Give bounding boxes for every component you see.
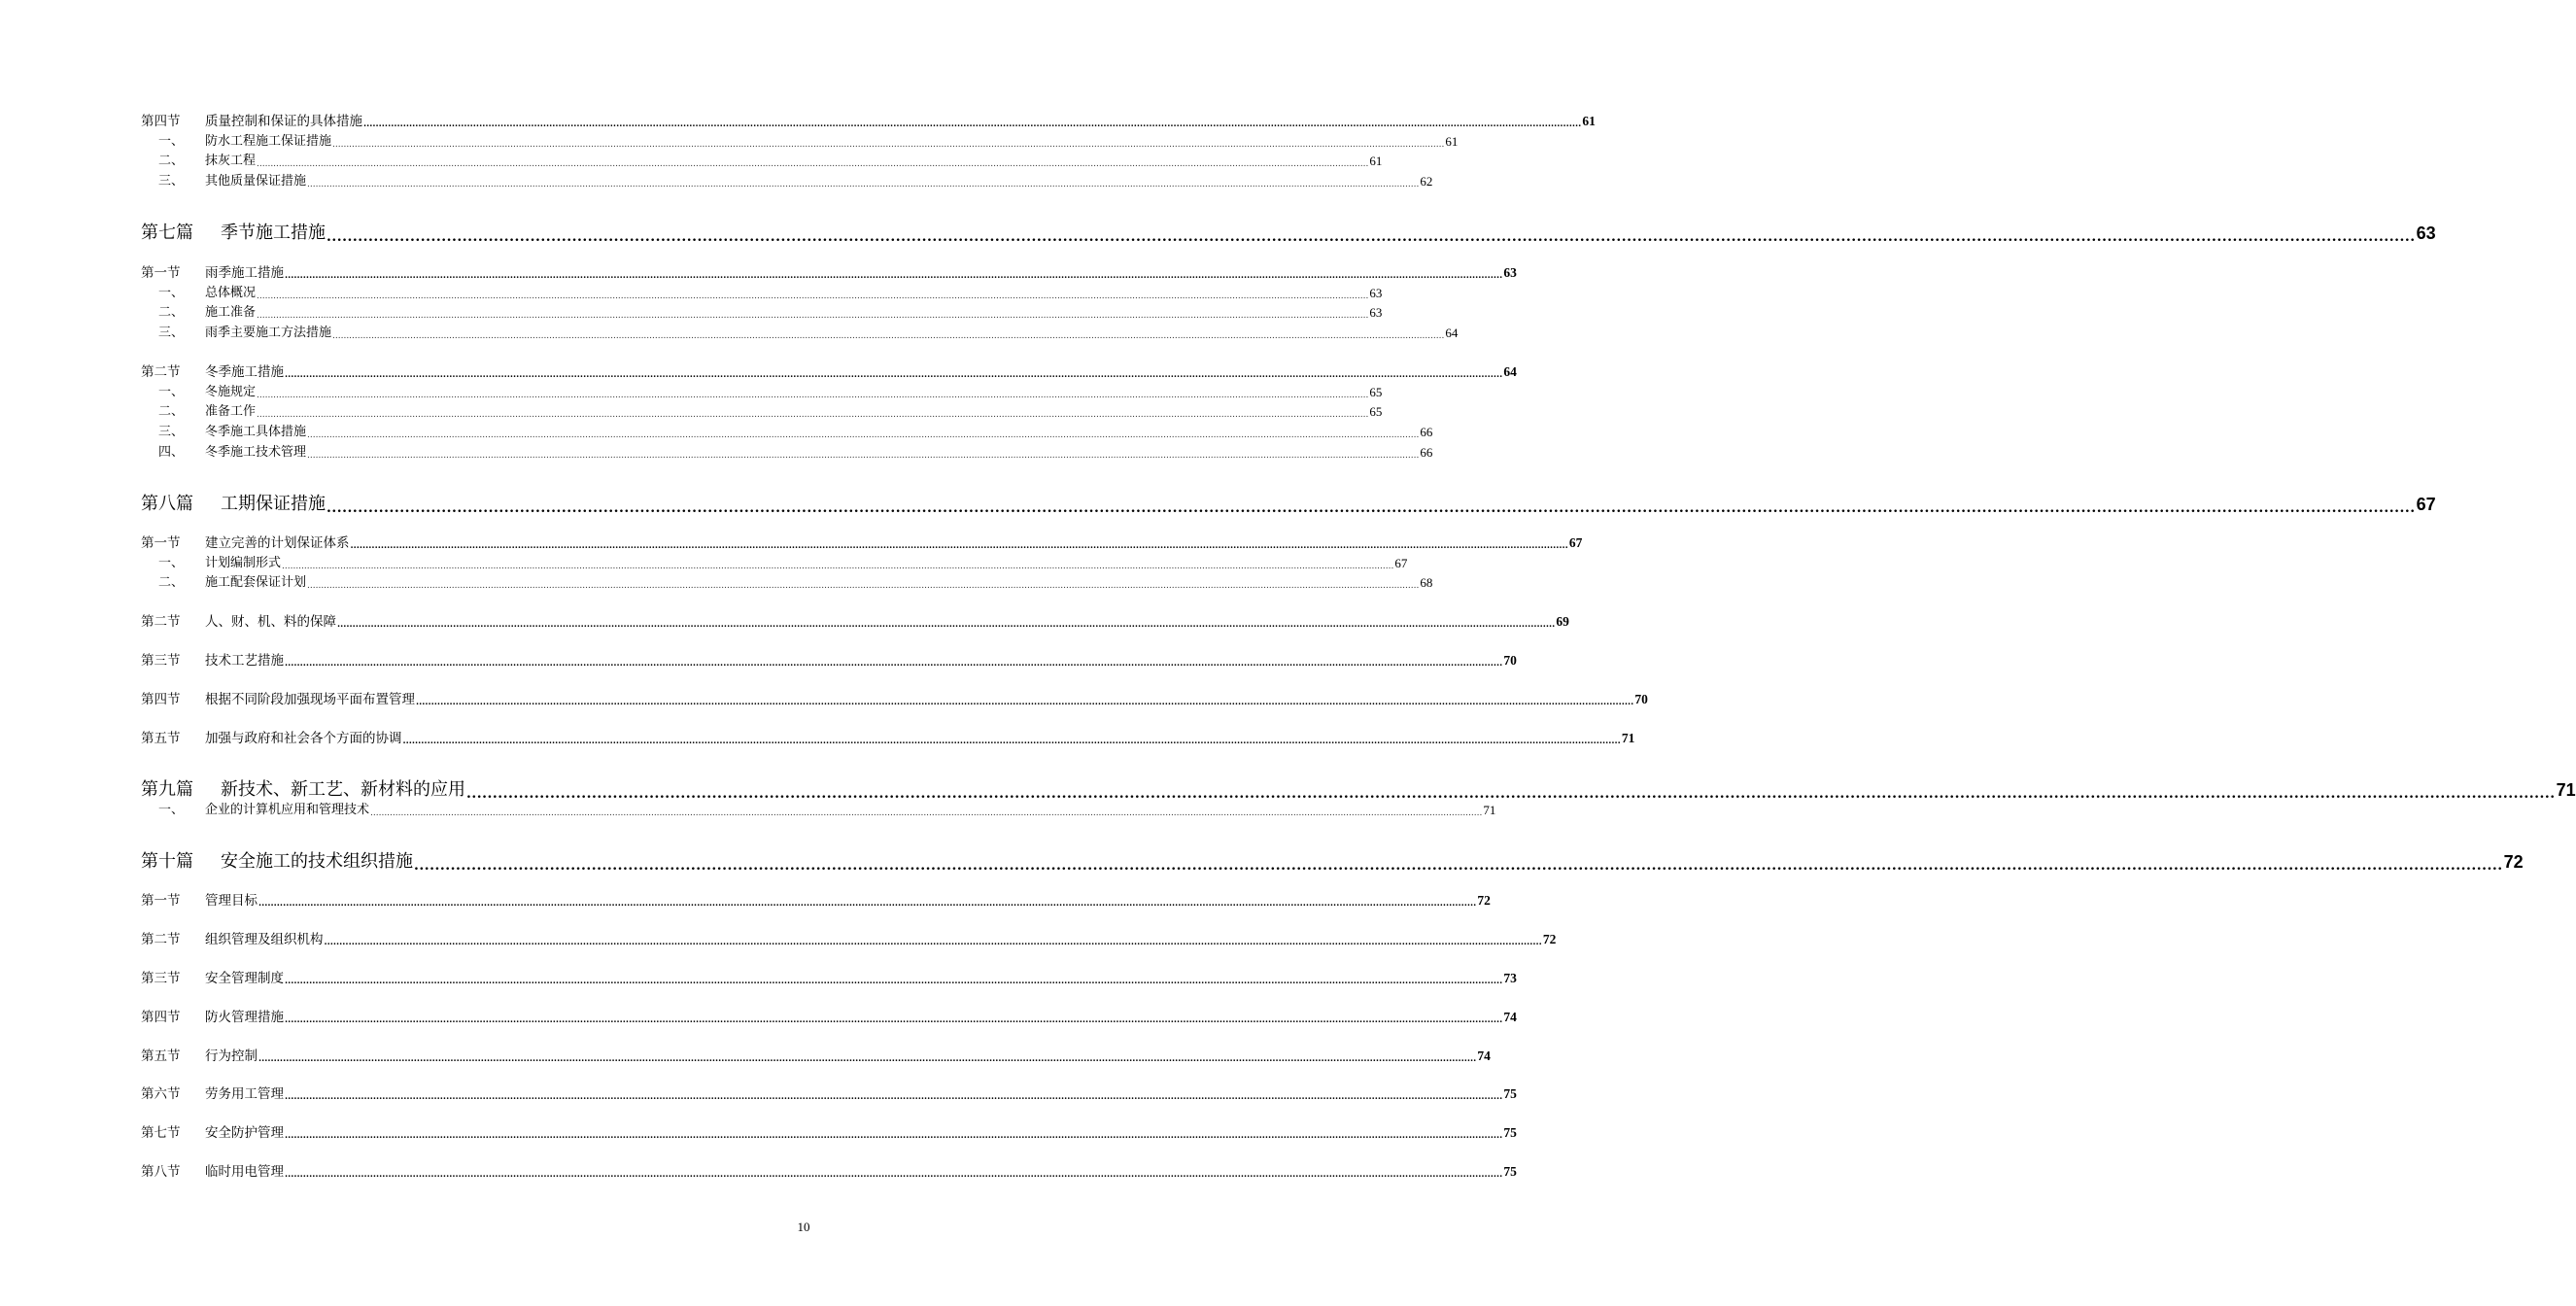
dot-leader: ................................................................................................................................................................................................................................................................................................................................................................................................................ <box>466 786 2556 802</box>
toc-entry-page: 66 <box>1420 425 1433 439</box>
dot-leader: ................................................................................................................................................................................................................................................................................................................................................................................................................ <box>416 698 1634 707</box>
toc-entry-title: 季节施工措施 <box>221 223 326 243</box>
toc-entry-page: 64 <box>1445 326 1459 340</box>
dot-leader: ................................................................................................................................................................................................................................................................................................................................................................................................................ <box>307 581 1420 591</box>
toc-entry-label: 第七篇 <box>141 223 193 243</box>
toc-entry-page: 64 <box>1503 364 1517 379</box>
dot-leader: ................................................................................................................................................................................................................................................................................................................................................................................................................ <box>326 229 2416 245</box>
toc-entry[interactable] <box>141 443 1433 463</box>
dot-leader: ................................................................................................................................................................................................................................................................................................................................................................................................................ <box>414 858 2503 874</box>
toc-entry-title: 总体概况 <box>205 286 257 300</box>
toc-entry-page: 70 <box>1503 653 1517 668</box>
toc-entry-page: 66 <box>1420 445 1433 460</box>
toc-entry[interactable] <box>141 1084 1517 1104</box>
toc-entry-title: 计划编制形式 <box>205 556 282 570</box>
toc-entry[interactable] <box>141 801 1496 820</box>
toc-entry-label: 一、 <box>158 286 185 300</box>
toc-entry-label: 第二节 <box>141 932 181 947</box>
dot-leader: ................................................................................................................................................................................................................................................................................................................................................................................................................ <box>307 180 1420 189</box>
dot-leader: ................................................................................................................................................................................................................................................................................................................................................................................................................ <box>332 140 1445 150</box>
dot-leader: ................................................................................................................................................................................................................................................................................................................................................................................................................ <box>257 410 1369 420</box>
toc-entry[interactable] <box>141 152 1383 171</box>
dot-leader: ................................................................................................................................................................................................................................................................................................................................................................................................................ <box>370 808 1483 818</box>
dot-leader: ................................................................................................................................................................................................................................................................................................................................................................................................................ <box>363 120 1582 129</box>
toc-entry[interactable] <box>141 849 2524 875</box>
toc-entry-title: 临时用电管理 <box>205 1164 284 1180</box>
toc-entry[interactable] <box>141 651 1517 670</box>
dot-leader: ................................................................................................................................................................................................................................................................................................................................................................................................................ <box>402 737 1621 746</box>
toc-entry[interactable] <box>141 690 1648 709</box>
toc-entry-title: 冬施规定 <box>205 385 257 399</box>
toc-entry-label: 第一节 <box>141 265 181 281</box>
dot-leader: ................................................................................................................................................................................................................................................................................................................................................................................................................ <box>324 938 1542 947</box>
toc-entry-label: 第四节 <box>141 692 181 707</box>
toc-entry-label: 二、 <box>158 154 185 168</box>
toc-entry-page: 72 <box>2503 852 2524 872</box>
toc-entry-label: 第八篇 <box>141 494 193 514</box>
dot-leader: ................................................................................................................................................................................................................................................................................................................................................................................................................ <box>337 620 1556 630</box>
toc-entry[interactable] <box>141 554 1408 573</box>
toc-entry-title: 建立完善的计划保证体系 <box>205 535 350 551</box>
toc-entry-label: 第七节 <box>141 1125 181 1141</box>
dot-leader: ................................................................................................................................................................................................................................................................................................................................................................................................................ <box>307 430 1420 440</box>
dot-leader: ................................................................................................................................................................................................................................................................................................................................................................................................................ <box>285 370 1503 380</box>
toc-entry[interactable] <box>141 284 1383 303</box>
toc-entry-page: 67 <box>2416 495 2436 514</box>
toc-entry[interactable] <box>141 1123 1517 1143</box>
dot-leader: ................................................................................................................................................................................................................................................................................................................................................................................................................ <box>258 1054 1477 1064</box>
toc-entry-title: 组织管理及组织机构 <box>205 932 324 947</box>
toc-entry-label: 一、 <box>158 134 185 149</box>
dot-leader: ................................................................................................................................................................................................................................................................................................................................................................................................................ <box>257 292 1369 301</box>
toc-entry-page: 62 <box>1420 174 1433 189</box>
dot-leader: ................................................................................................................................................................................................................................................................................................................................................................................................................ <box>285 1170 1503 1180</box>
toc-entry-title: 防火管理措施 <box>205 1010 284 1025</box>
dot-leader: ................................................................................................................................................................................................................................................................................................................................................................................................................ <box>285 659 1503 669</box>
toc-entry[interactable] <box>141 1162 1517 1182</box>
toc-entry-title: 施工配套保证计划 <box>205 575 307 590</box>
toc-entry-title: 新技术、新工艺、新材料的应用 <box>221 779 465 800</box>
toc-entry-page: 63 <box>1503 265 1517 280</box>
toc-entry-label: 三、 <box>158 425 185 439</box>
toc-entry-page: 71 <box>1621 731 1635 745</box>
toc-entry[interactable] <box>141 573 1433 593</box>
toc-entry-label: 第三节 <box>141 971 181 986</box>
toc-entry-title: 根据不同阶段加强现场平面布置管理 <box>205 692 415 707</box>
dot-leader: ................................................................................................................................................................................................................................................................................................................................................................................................................ <box>285 977 1503 986</box>
dot-leader: ................................................................................................................................................................................................................................................................................................................................................................................................................ <box>285 1015 1503 1025</box>
toc-entry-page: 71 <box>2556 780 2576 800</box>
toc-entry[interactable] <box>141 263 1517 283</box>
toc-entry[interactable] <box>141 891 1491 911</box>
dot-leader: ................................................................................................................................................................................................................................................................................................................................................................................................................ <box>257 311 1369 321</box>
dot-leader: ................................................................................................................................................................................................................................................................................................................................................................................................................ <box>326 500 2416 516</box>
toc-entry-page: 61 <box>1582 114 1596 128</box>
dot-leader: ................................................................................................................................................................................................................................................................................................................................................................................................................ <box>257 391 1369 400</box>
toc-entry-title: 管理目标 <box>205 893 258 909</box>
toc-entry-title: 冬季施工技术管理 <box>205 445 307 460</box>
toc-entry[interactable] <box>141 612 1569 632</box>
toc-entry[interactable] <box>141 324 1459 343</box>
toc-entry-page: 73 <box>1503 971 1517 985</box>
toc-entry[interactable] <box>141 969 1517 988</box>
toc-entry-title: 防水工程施工保证措施 <box>205 134 332 149</box>
toc-entry-label: 第三节 <box>141 653 181 669</box>
toc-entry-label: 四、 <box>158 445 185 460</box>
toc-entry[interactable] <box>141 402 1383 422</box>
toc-entry-label: 二、 <box>158 305 185 320</box>
toc-entry-page: 67 <box>1568 535 1583 550</box>
toc-entry-title: 安全防护管理 <box>205 1125 284 1141</box>
toc-entry[interactable] <box>141 533 1583 553</box>
toc-entry-label: 第九篇 <box>141 779 193 800</box>
toc-entry-page: 70 <box>1634 692 1648 706</box>
toc-entry[interactable] <box>141 303 1383 323</box>
toc-entry-label: 三、 <box>158 326 185 340</box>
toc-entry-label: 第四节 <box>141 114 181 129</box>
toc-entry-label: 一、 <box>158 385 185 399</box>
dot-leader: ................................................................................................................................................................................................................................................................................................................................................................................................................ <box>258 899 1477 909</box>
toc-entry-label: 第二节 <box>141 364 181 380</box>
toc-entry-page: 65 <box>1369 404 1383 419</box>
dot-leader: ................................................................................................................................................................................................................................................................................................................................................................................................................ <box>307 451 1420 461</box>
toc-entry-page: 74 <box>1503 1010 1517 1024</box>
dot-leader: ................................................................................................................................................................................................................................................................................................................................................................................................................ <box>350 541 1568 551</box>
dot-leader: ................................................................................................................................................................................................................................................................................................................................................................................................................ <box>285 1092 1503 1102</box>
toc-entry-page: 75 <box>1503 1086 1517 1101</box>
toc-entry-title: 劳务用工管理 <box>205 1086 284 1102</box>
toc-entry-title: 工期保证措施 <box>221 494 326 514</box>
toc-entry[interactable] <box>141 1047 1491 1066</box>
toc-entry-title: 冬季施工具体措施 <box>205 425 307 439</box>
toc-entry-page: 75 <box>1503 1164 1517 1179</box>
toc-entry-label: 三、 <box>158 174 185 189</box>
toc-entry-page: 72 <box>1477 893 1491 908</box>
toc-entry-title: 雨季施工措施 <box>205 265 284 281</box>
toc-entry-label: 第二节 <box>141 614 181 630</box>
toc-entry-label: 一、 <box>158 803 185 817</box>
toc-entry-label: 一、 <box>158 556 185 570</box>
toc-entry-label: 第八节 <box>141 1164 181 1180</box>
dot-leader: ................................................................................................................................................................................................................................................................................................................................................................................................................ <box>282 562 1394 571</box>
toc-entry-title: 施工准备 <box>205 305 257 320</box>
toc-entry-label: 第六节 <box>141 1086 181 1102</box>
toc-entry-title: 抹灰工程 <box>205 154 257 168</box>
toc-entry[interactable] <box>141 112 1596 131</box>
dot-leader: ................................................................................................................................................................................................................................................................................................................................................................................................................ <box>285 1131 1503 1141</box>
toc-entry[interactable] <box>141 1008 1517 1027</box>
toc-entry-page: 72 <box>1542 932 1557 946</box>
toc-entry-title: 加强与政府和社会各个方面的协调 <box>205 731 402 746</box>
toc-entry-label: 第一节 <box>141 893 181 909</box>
toc-entry-page: 61 <box>1445 134 1459 149</box>
toc-entry-label: 第五节 <box>141 1048 181 1064</box>
toc-entry-page: 65 <box>1369 385 1383 399</box>
toc-entry-label: 二、 <box>158 575 185 590</box>
toc-entry-page: 69 <box>1556 614 1569 629</box>
toc-entry-page: 68 <box>1420 575 1433 590</box>
toc-entry-page: 61 <box>1369 154 1383 168</box>
toc-entry-title: 安全管理制度 <box>205 971 284 986</box>
toc-entry-title: 其他质量保证措施 <box>205 174 307 189</box>
toc-entry-label: 第四节 <box>141 1010 181 1025</box>
toc-entry-page: 67 <box>1394 556 1408 570</box>
toc-entry[interactable] <box>141 729 1635 748</box>
toc-entry[interactable] <box>141 492 2436 517</box>
toc-entry-title: 质量控制和保证的具体措施 <box>205 114 362 129</box>
dot-leader: ................................................................................................................................................................................................................................................................................................................................................................................................................ <box>332 331 1445 341</box>
toc-entry[interactable] <box>141 221 2436 246</box>
toc-entry-label: 第十篇 <box>141 851 193 872</box>
dot-leader: ................................................................................................................................................................................................................................................................................................................................................................................................................ <box>285 271 1503 281</box>
toc-entry-title: 人、财、机、料的保障 <box>205 614 336 630</box>
dot-leader: ................................................................................................................................................................................................................................................................................................................................................................................................................ <box>257 159 1369 169</box>
toc-entry-page: 74 <box>1477 1048 1491 1063</box>
toc-entry-title: 雨季主要施工方法措施 <box>205 326 332 340</box>
toc-entry[interactable] <box>141 172 1433 191</box>
toc-entry-title: 行为控制 <box>205 1048 258 1064</box>
toc-entry-page: 75 <box>1503 1125 1517 1140</box>
toc-entry-page: 63 <box>1369 305 1383 320</box>
toc-entry[interactable] <box>141 777 2576 803</box>
toc-entry-title: 企业的计算机应用和管理技术 <box>205 803 370 817</box>
toc-entry-label: 第五节 <box>141 731 181 746</box>
toc-entry[interactable] <box>141 362 1517 382</box>
toc-entry-title: 技术工艺措施 <box>205 653 284 669</box>
toc-entry-title: 冬季施工措施 <box>205 364 284 380</box>
toc-entry-page: 63 <box>1369 286 1383 300</box>
toc-entry[interactable] <box>141 383 1383 402</box>
toc-entry-title: 准备工作 <box>205 404 257 419</box>
toc-entry-label: 第一节 <box>141 535 181 551</box>
toc-entry[interactable] <box>141 423 1433 442</box>
toc-entry[interactable] <box>141 930 1557 949</box>
toc-entry[interactable] <box>141 132 1459 152</box>
toc-entry-title: 安全施工的技术组织措施 <box>221 851 413 872</box>
toc-entry-page: 71 <box>1483 803 1496 817</box>
toc-entry-page: 63 <box>2416 223 2436 243</box>
page-number: 10 <box>797 1220 810 1234</box>
toc-entry-label: 二、 <box>158 404 185 419</box>
